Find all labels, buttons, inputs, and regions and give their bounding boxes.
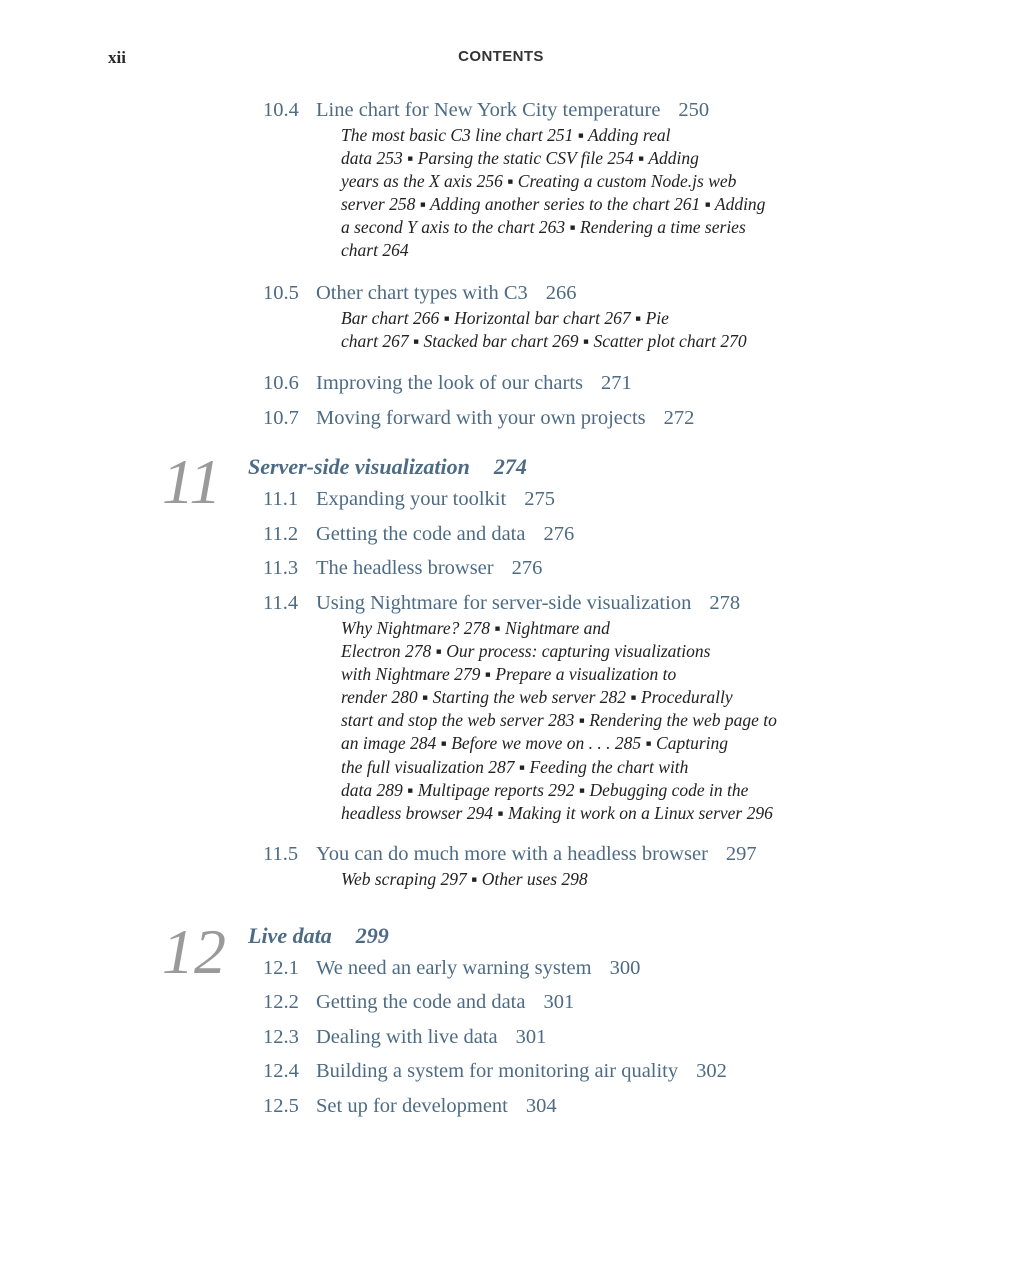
subsection-line: an image 284 ▪ Before we move on . . . 285 ▪ Capturing bbox=[341, 733, 728, 754]
subsection-line: with Nightmare 279 ▪ Prepare a visualization to bbox=[341, 664, 677, 685]
section-page: 300 bbox=[609, 957, 641, 979]
subsection-line: render 280 ▪ Starting the web server 282 ▪ Procedurally bbox=[341, 687, 733, 708]
section-page: 271 bbox=[601, 372, 632, 394]
section-number: 12.3 bbox=[263, 1026, 299, 1048]
section-title: The headless browser bbox=[316, 557, 494, 579]
section-title: Set up for development bbox=[316, 1095, 508, 1117]
subsection-line: server 258 ▪ Adding another series to the chart 261 ▪ Adding bbox=[341, 194, 766, 215]
section-title: You can do much more with a headless browser bbox=[316, 843, 708, 865]
subsection-line: years as the X axis 256 ▪ Creating a custom Node.js web bbox=[341, 171, 737, 192]
section-page: 250 bbox=[678, 99, 710, 121]
chapter-title-link[interactable] bbox=[248, 923, 389, 949]
section-title: Improving the look of our charts bbox=[316, 372, 584, 394]
chapter-page: 299 bbox=[355, 923, 389, 948]
section-number: 11.5 bbox=[263, 843, 299, 865]
toc-section[interactable] bbox=[263, 280, 883, 353]
toc-section[interactable] bbox=[263, 1024, 883, 1050]
section-number: 11.1 bbox=[263, 488, 299, 510]
section-page: 297 bbox=[725, 843, 757, 865]
section-page: 276 bbox=[511, 557, 543, 579]
toc-section[interactable] bbox=[263, 1058, 883, 1084]
subsection-line: Why Nightmare? 278 ▪ Nightmare and bbox=[341, 618, 610, 638]
section-number: 10.6 bbox=[263, 372, 299, 394]
section-page: 275 bbox=[524, 488, 555, 510]
subsection-line: Bar chart 266 ▪ Horizontal bar chart 267 ▪ Pie bbox=[341, 308, 669, 328]
subsection-line: a second Y axis to the chart 263 ▪ Rendering a time series bbox=[341, 217, 746, 238]
subsection-line: the full visualization 287 ▪ Feeding the chart with bbox=[341, 756, 689, 777]
section-number: 10.5 bbox=[263, 282, 299, 304]
section-page: 301 bbox=[515, 1026, 547, 1048]
subsection-line: data 253 ▪ Parsing the static CSV file 254 ▪ Adding bbox=[341, 148, 699, 169]
toc-section[interactable] bbox=[263, 555, 883, 581]
toc-section[interactable] bbox=[263, 590, 883, 825]
subsection-line: The most basic C3 line chart 251 ▪ Adding real bbox=[341, 125, 671, 145]
section-number: 12.2 bbox=[263, 991, 299, 1013]
section-page: 278 bbox=[709, 592, 741, 614]
section-page: 301 bbox=[543, 991, 575, 1013]
toc-section[interactable] bbox=[263, 486, 883, 512]
toc-section[interactable] bbox=[263, 989, 883, 1015]
chapter-title: Server-side visualization bbox=[248, 454, 470, 479]
chapter-number: 12 bbox=[162, 916, 226, 987]
section-page: 304 bbox=[525, 1095, 557, 1117]
toc-section[interactable] bbox=[263, 521, 883, 547]
toc-section[interactable] bbox=[263, 841, 883, 891]
subsection-line: chart 267 ▪ Stacked bar chart 269 ▪ Scatter plot chart 270 bbox=[341, 331, 747, 352]
chapter-title: Live data bbox=[248, 923, 332, 948]
section-title: Dealing with live data bbox=[316, 1026, 498, 1048]
section-number: 11.4 bbox=[263, 592, 299, 614]
section-title: Moving forward with your own projects bbox=[316, 407, 646, 429]
section-title: Getting the code and data bbox=[316, 523, 526, 545]
section-page: 272 bbox=[663, 407, 695, 429]
subsection-line: Web scraping 297 ▪ Other uses 298 bbox=[341, 869, 588, 889]
section-number: 10.4 bbox=[263, 99, 299, 121]
toc-section[interactable] bbox=[263, 955, 883, 981]
toc-section[interactable] bbox=[263, 1093, 883, 1119]
subsection-line: headless browser 294 ▪ Making it work on a Linux server 296 bbox=[341, 802, 773, 823]
subsection-line: Electron 278 ▪ Our process: capturing visualizations bbox=[341, 641, 711, 662]
subsection-line: chart 264 bbox=[341, 240, 409, 261]
section-title: Line chart for New York City temperature bbox=[316, 99, 661, 121]
toc-section[interactable] bbox=[263, 97, 883, 263]
page-number: xii bbox=[108, 48, 126, 67]
section-number: 11.2 bbox=[263, 523, 299, 545]
section-title: Building a system for monitoring air quality bbox=[316, 1060, 679, 1082]
subsection-line: start and stop the web server 283 ▪ Rendering the web page to bbox=[341, 710, 777, 731]
section-page: 276 bbox=[543, 523, 575, 545]
section-title: Expanding your toolkit bbox=[316, 488, 507, 510]
section-page: 266 bbox=[545, 282, 577, 304]
chapter-page: 274 bbox=[493, 454, 527, 479]
section-page: 302 bbox=[696, 1060, 727, 1082]
section-number: 10.7 bbox=[263, 407, 299, 429]
subsection-list bbox=[341, 307, 841, 353]
running-head: CONTENTS bbox=[458, 48, 544, 65]
subsection-list bbox=[341, 124, 841, 263]
subsection-list bbox=[341, 617, 841, 825]
section-number: 12.4 bbox=[263, 1060, 299, 1082]
chapter-title-link[interactable] bbox=[248, 454, 527, 480]
section-title: We need an early warning system bbox=[316, 957, 592, 979]
section-number: 11.3 bbox=[263, 557, 299, 579]
subsection-list bbox=[341, 868, 841, 891]
section-title: Using Nightmare for server-side visualization bbox=[316, 592, 692, 614]
subsection-line: data 289 ▪ Multipage reports 292 ▪ Debugging code in the bbox=[341, 779, 749, 800]
toc-section[interactable] bbox=[263, 405, 883, 431]
section-number: 12.1 bbox=[263, 957, 299, 979]
section-title: Getting the code and data bbox=[316, 991, 526, 1013]
chapter-number: 11 bbox=[162, 446, 222, 517]
section-number: 12.5 bbox=[263, 1095, 299, 1117]
toc-section[interactable] bbox=[263, 370, 883, 396]
section-title: Other chart types with C3 bbox=[316, 282, 528, 304]
